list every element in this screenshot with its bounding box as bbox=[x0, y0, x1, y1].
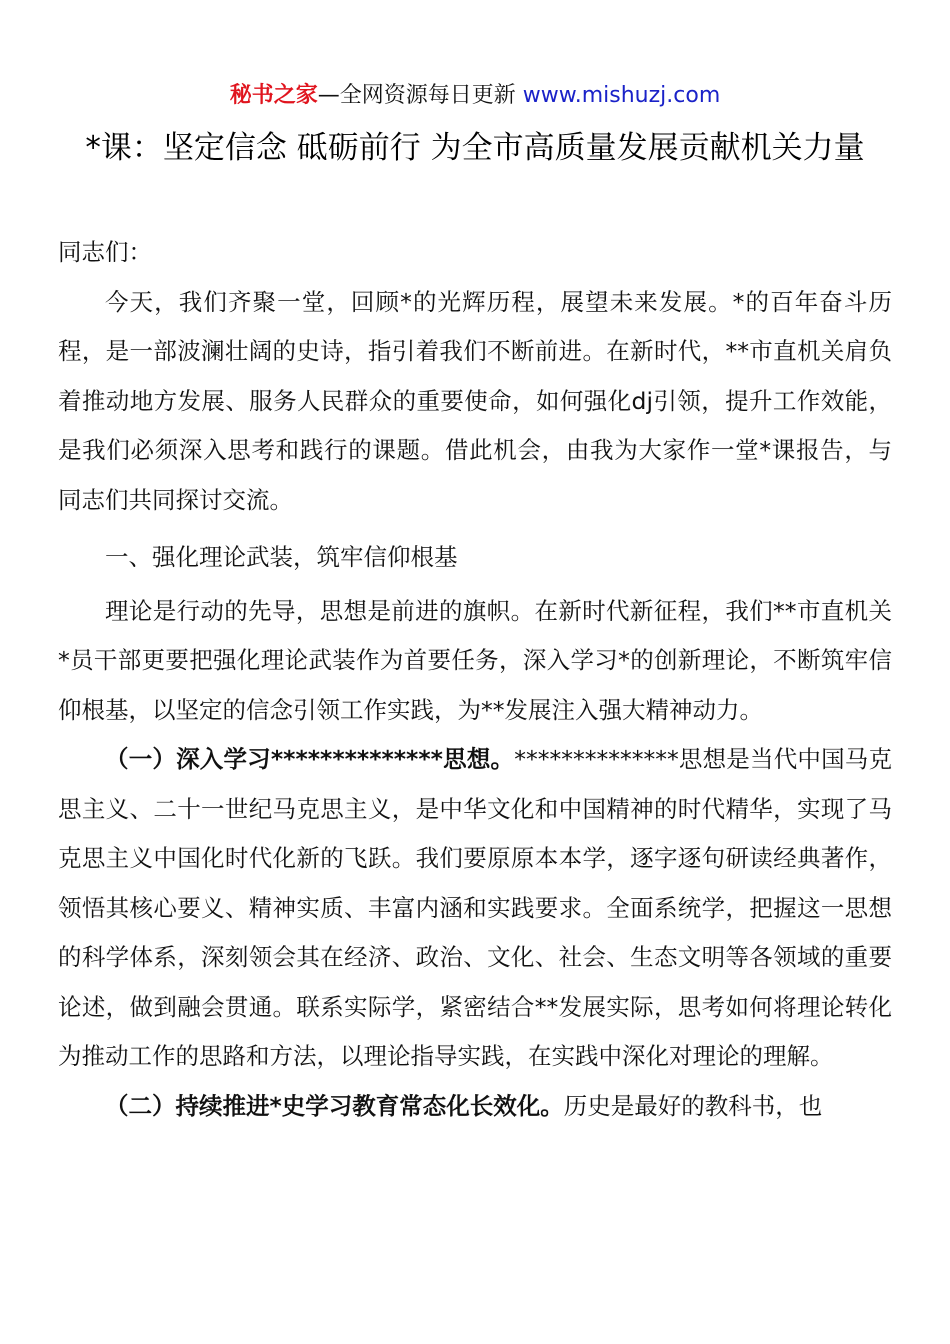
site-header bbox=[0, 80, 950, 112]
subsection-2-text: 历史是最好的教科书，也 bbox=[563, 1091, 823, 1120]
subsection-1-paragraph bbox=[58, 735, 892, 1082]
site-tagline: —全网资源每日更新 bbox=[317, 83, 523, 108]
intro-paragraph: 今天，我们齐聚一堂，回顾*的光辉历程，展望未来发展。*的百年奋斗历程，是一部波澜壮阔的史诗，指引着我们不断前进。在新时代，**市直机关肩负着推动地方发展、服务人民群众的重要使命，如何强化dj引领，提升工作效能，是我们必须深入思考和践行的课题。借此机会，由我为大家作一堂*课报告，与同志们共同探讨交流。 bbox=[58, 287, 892, 514]
subsection-2-heading: （二）持续推进*史学习教育常态化长效化。 bbox=[105, 1091, 564, 1120]
site-brand: 秘书之家 bbox=[229, 83, 318, 108]
salutation: 同志们： bbox=[58, 238, 152, 266]
document-title: *课：坚定信念 砥砺前行 为全市高质量发展贡献机关力量 bbox=[85, 130, 865, 166]
subsection-1-heading: （一）深入学习**************思想。 bbox=[105, 745, 515, 773]
document-body bbox=[58, 228, 892, 1131]
section-1-paragraph: 理论是行动的先导，思想是前进的旗帜。在新时代新征程，我们**市直机关*员干部更要把强化理论武装作为首要任务，深入学习*的创新理论，不断筑牢信仰根基，以坚定的信念引领工作实践，为**发展注入强大精神动力。 bbox=[58, 596, 892, 724]
subsection-2-paragraph bbox=[58, 1082, 892, 1132]
section-heading-1: 一、强化理论武装，筑牢信仰根基 bbox=[105, 543, 458, 571]
subsection-1-text: **************思想是当代中国马克思主义、二十一世纪马克思主义，是中华文化和中国精神的时代精华，实现了马克思主义中国化时代化新的飞跃。我们要原原本本学，逐字逐句研读经典著作，领悟其核心要义、精神实质、丰富内涵和实践要求。全面系统学，把握这一思想的科学体系，深刻领会其在经济、政治、文化、社会、生态文明等各领域的重要论述，做到融会贯通。联系实际学，紧密结合**发展实际，思考如何将理论转化为推动工作的思路和方法，以理论指导实践，在实践中深化对理论的理解。 bbox=[58, 745, 892, 1070]
site-url-link[interactable]: www.mishuzj.com bbox=[522, 83, 721, 108]
